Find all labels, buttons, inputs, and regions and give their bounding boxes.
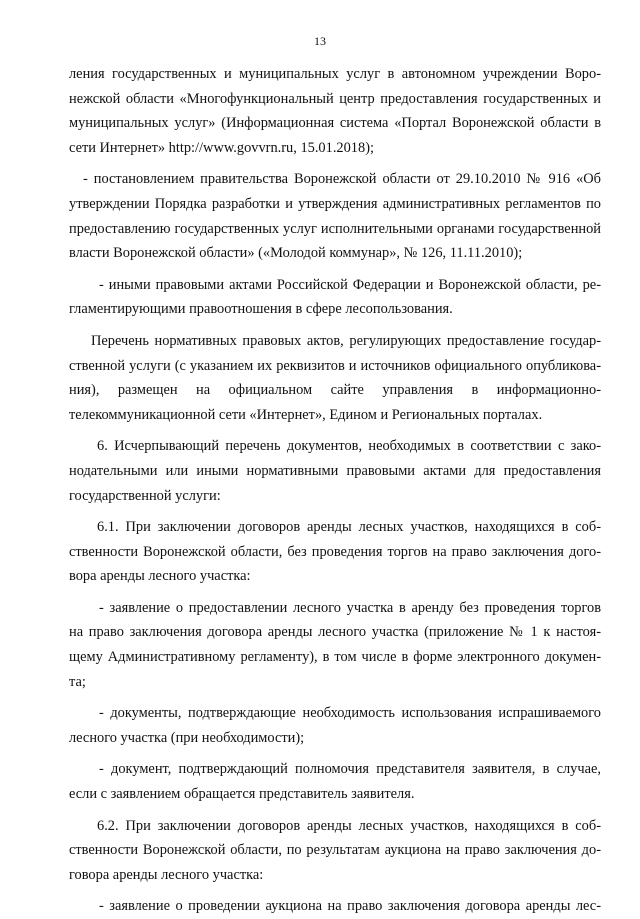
text-line: - документы, подтверждающие необходимость использования испрашиваемого xyxy=(99,705,601,722)
text-line: муниципальных услуг» (Информационная система «Портал Воронежской области в xyxy=(69,115,601,132)
text-line: государственной услуги: xyxy=(69,487,221,504)
text-line: ления государственных и муниципальных услуг в автономном учреждении Воро- xyxy=(69,66,601,82)
text-line: та; xyxy=(69,673,86,690)
text-line: утверждении Порядка разработки и утверждения административных регламентов по xyxy=(69,195,601,212)
body-text xyxy=(69,62,601,919)
text-line: на право заключения договора аренды лесного участка (приложение № 1 к настоя- xyxy=(69,624,601,641)
page-number: 13 xyxy=(314,34,326,48)
text-line: - документ, подтверждающий полномочия представителя заявителя, в случае, xyxy=(99,761,601,778)
text-line: если с заявлением обращается представитель заявителя. xyxy=(69,786,415,803)
text-line: - постановлением правительства Воронежской области от 29.10.2010 № 916 «Об xyxy=(83,171,601,188)
text-line: ния), размещен на официальном сайте управления в информационно- xyxy=(69,382,601,399)
text-line: ственной услуги (с указанием их реквизитов и источников официального опубликова- xyxy=(69,357,601,374)
text-line: - заявление о проведении аукциона на право заключения договора аренды лес- xyxy=(99,898,601,915)
text-line: сети Интернет» http://www.govvrn.ru, 15.01.2018); xyxy=(69,139,374,156)
text-line: говора аренды лесного участка: xyxy=(69,866,264,883)
text-line: предоставлению государственных услуг исполнительными органами государственной xyxy=(69,220,601,237)
text-line: власти Воронежской области» («Молодой коммунар», № 126, 11.11.2010); xyxy=(69,245,523,262)
text-line: - иными правовыми актами Российской Федерации и Воронежской области, ре- xyxy=(99,276,601,293)
text-line: 6. Исчерпывающий перечень документов, необходимых в соответствии с зако- xyxy=(97,438,601,455)
text-line: щему Административному регламенту), в том числе в форме электронного докумен- xyxy=(69,649,601,666)
text-line: вора аренды лесного участка: xyxy=(69,568,251,585)
text-line: телекоммуникационной сети «Интернет», Едином и Региональных порталах. xyxy=(69,406,543,423)
text-line: - заявление о предоставлении лесного участка в аренду без проведения торгов xyxy=(99,599,601,616)
text-line: гламентирующими правоотношения в сфере лесопользования. xyxy=(69,301,453,318)
text-line: ственности Воронежской области, без проведения торгов на право заключения дого- xyxy=(69,543,601,560)
text-line: нежской области «Многофункциональный центр предоставления государственных и xyxy=(69,90,601,107)
text-line: ственности Воронежской области, по результатам аукциона на право заключения до- xyxy=(69,842,601,859)
text-line: нодательными или иными нормативными правовыми актами для предоставления xyxy=(69,462,601,479)
text-line: лесного участка (при необходимости); xyxy=(69,729,305,746)
text-line: Перечень нормативных правовых актов, регулирующих предоставление государ- xyxy=(91,332,601,349)
text-line: 6.1. При заключении договоров аренды лесных участков, находящихся в соб- xyxy=(97,519,601,536)
text-line: 6.2. При заключении договоров аренды лесных участков, находящихся в соб- xyxy=(97,817,601,834)
